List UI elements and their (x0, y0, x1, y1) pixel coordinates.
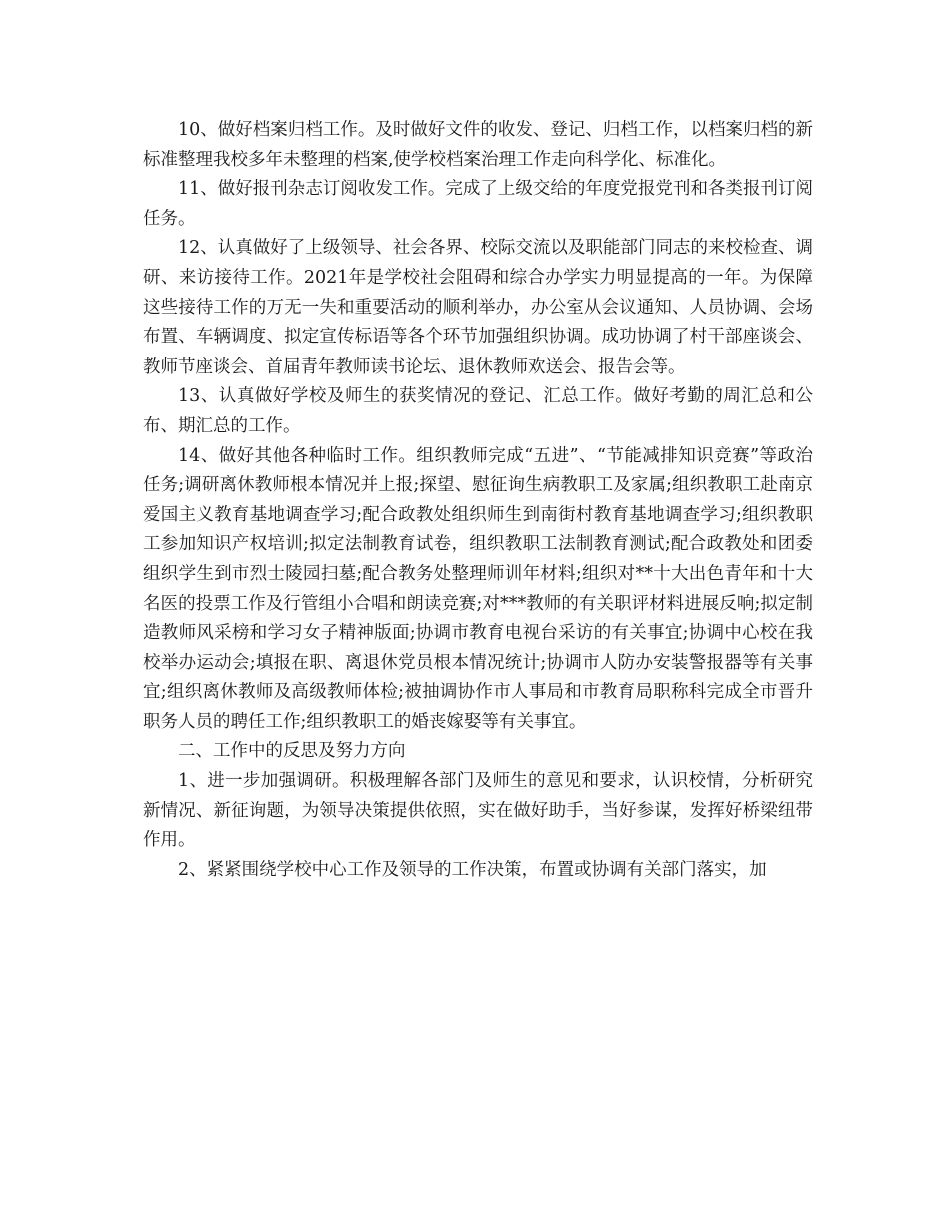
paragraph-archive-filing: 10、做好档案归档工作。及时做好文件的收发、登记、归档工作，以档案归档的新标准整理我校多年未整理的档案,使学校档案治理工作走向科学化、标准化。 (143, 120, 813, 170)
paragraph-central-work: 2、紧紧围绕学校中心工作及领导的工作决策，布置或协调有关部门落实，加 (178, 859, 767, 880)
document-body (143, 116, 813, 885)
paragraph-temporary-tasks: 14、做好其他各种临时工作。组织教师完成“五进”、“节能减排知识竞赛”等政治任务;调研离休教师根本情况并上报;探望、慰征询生病教职工及家属;组织教职工赴南京爱国主义教育基地调查学习;配合政教处组织师生到南街村教育基地调查学习;组织教职工参加知识产权培训;拟定法制教育试卷，组织教职工法制教育测试;配合政教处和团委组织学生到市烈士陵园扫墓;配合教务处整理师训年材料;组织对**十大出色青年和十大名医的投票工作及行管组小合唱和朗读竞赛;对***教师的有关职评材料进展反响;拟定制造教师风采榜和学习女子精神版面;协调市教育电视台采访的有关事宜;协调中心校在我校举办运动会;填报在职、离退休党员根本情况统计;协调市人防办安装警报器等有关事宜;组织离休教师及高级教师体检;被抽调协作市人事局和市教育局职称科完成全市晋升职务人员的聘任工作;组织教职工的婚丧嫁娶等有关事宜。 (143, 445, 813, 732)
paragraph-research: 1、进一步加强调研。积极理解各部门及师生的意见和要求，认识校情，分析研究新情况、新征询题，为领导决策提供依照，实在做好助手，当好参谋，发挥好桥梁纽带作用。 (143, 771, 813, 851)
paragraph-periodical-subscription: 11、做好报刊杂志订阅收发工作。完成了上级交给的年度党报党刊和各类报刊订阅任务。 (143, 179, 813, 229)
paragraph-reception-work: 12、认真做好了上级领导、社会各界、校际交流以及职能部门同志的来校检查、调研、来访接待工作。2021年是学校社会阻碍和综合办学实力明显提高的一年。为保障这些接待工作的万无一失和重要活动的顺利举办，办公室从会议通知、人员协调、会场布置、车辆调度、拟定宣传标语等各个环节加强组织协调。成功协调了村干部座谈会、教师节座谈会、首届青年教师读书论坛、退休教师欢送会、报告会等。 (143, 238, 813, 377)
paragraph-award-registration: 13、认真做好学校及师生的获奖情况的登记、汇总工作。做好考勤的周汇总和公布、期汇总的工作。 (143, 386, 813, 436)
section-heading-reflection: 二、工作中的反思及努力方向 (178, 741, 406, 762)
